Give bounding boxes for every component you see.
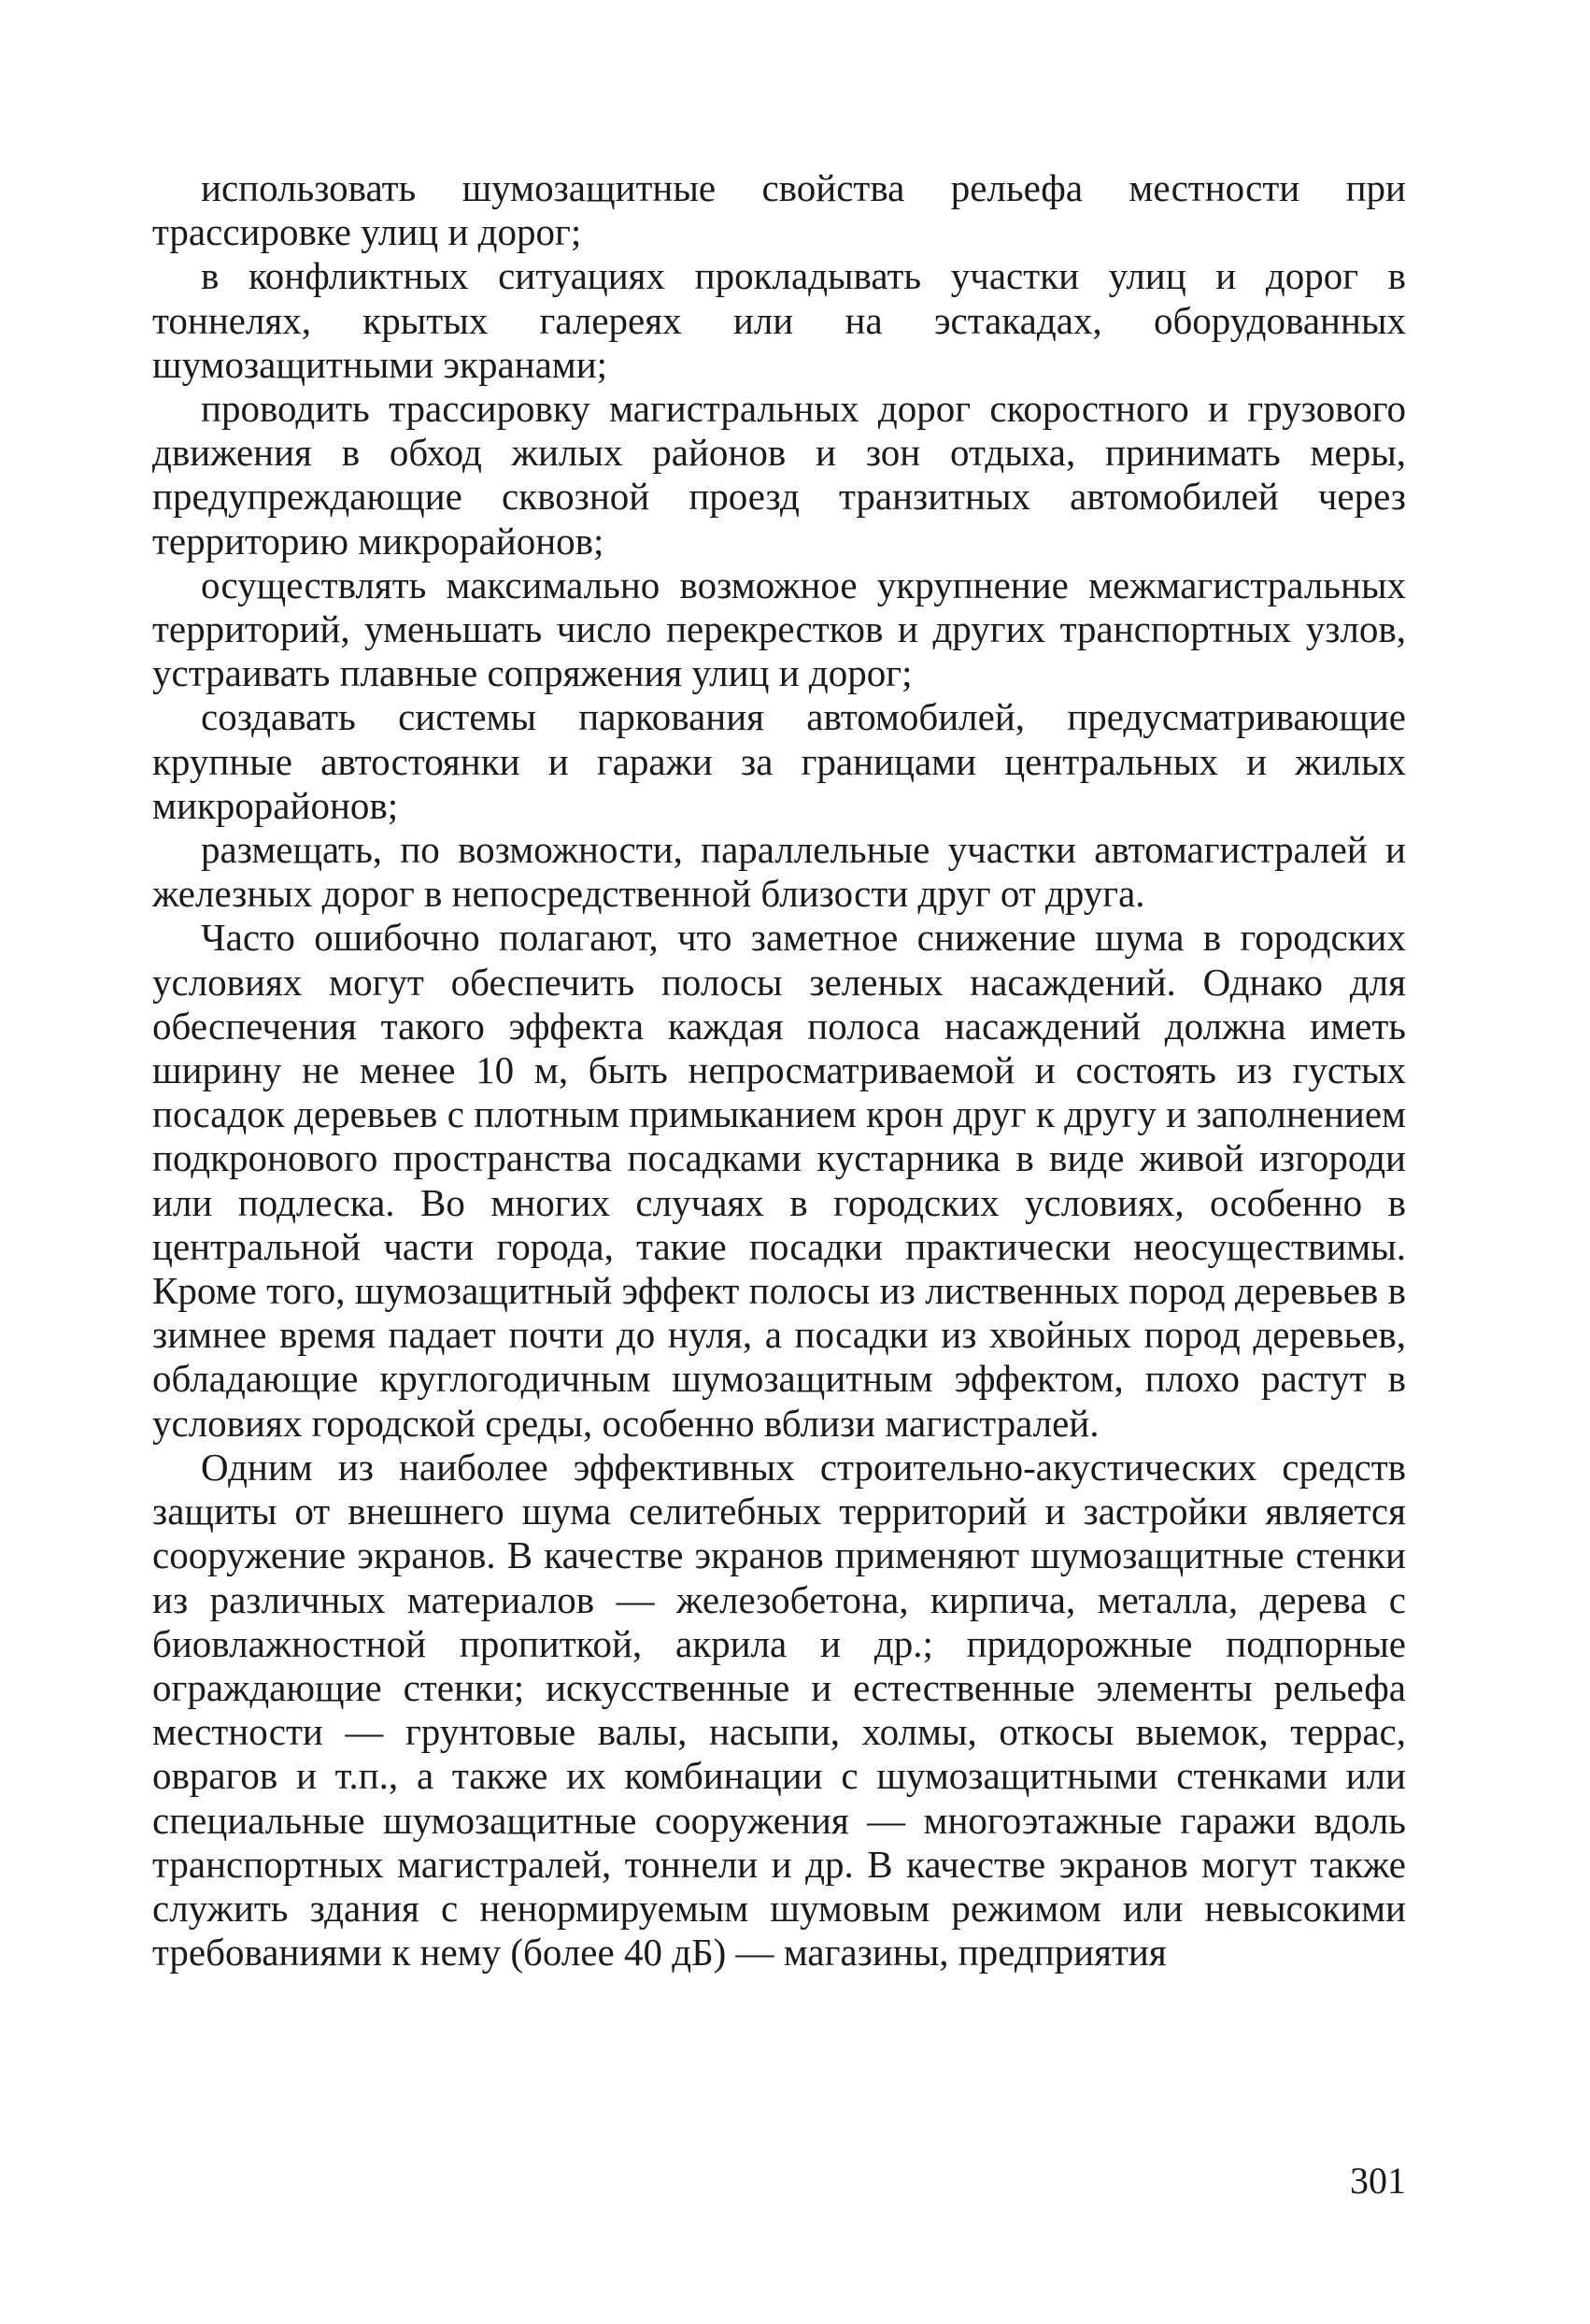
page-text — [152, 166, 1406, 1975]
paragraph: использовать шумозащитные свойства рельефа местности при трассировке улиц и дорог; — [152, 166, 1406, 254]
paragraph: размещать, по возможности, параллельные участки автомагистралей и железных дорог в непосредственной близости друг от друга. — [152, 828, 1406, 916]
paragraph: Часто ошибочно полагают, что заметное снижение шума в городских условиях могут обеспечить полосы зеленых насаждений. Однако для обеспечения такого эффекта каждая полоса насаждений должна иметь ширину не менее 10 м, быть непросматриваемой и состоять из густых посадок деревьев с плотным примыканием крон друг к другу и заполнением подкронового пространства посадками кустарника в виде живой изгороди или подлеска. Во многих случаях в городских условиях, особенно в центральной части города, такие посадки практически неосуществимы. Кроме того, шумозащитный эффект полосы из лиственных пород деревьев в зимнее время падает почти до нуля, а посадки из хвойных пород деревьев, обладающие круглогодичным шумозащитным эффектом, плохо растут в условиях городской среды, особенно вблизи магистралей. — [152, 916, 1406, 1445]
paragraph: в конфликтных ситуациях прокладывать участки улиц и дорог в тоннелях, крытых галереях или на эстакадах, оборудованных шумозащитными экранами; — [152, 254, 1406, 386]
paragraph: осуществлять максимально возможное укрупнение межмагистральных территорий, уменьшать число перекрестков и других транспортных узлов, устраивать плавные сопряжения улиц и дорог; — [152, 563, 1406, 695]
paragraph: создавать системы паркования автомобилей, предусматривающие крупные автостоянки и гаражи за границами центральных и жилых микрорайонов; — [152, 695, 1406, 827]
paragraph: проводить трассировку магистральных дорог скоростного и грузового движения в обход жилых районов и зон отдыха, принимать меры, предупреждающие сквозной проезд транзитных автомобилей через территорию микрорайонов; — [152, 387, 1406, 563]
paragraph: Одним из наиболее эффективных строительно-акустических средств защиты от внешнего шума селитебных территорий и застройки является сооружение экранов. В качестве экранов применяют шумозащитные стенки из различных материалов — железобетона, кирпича, металла, дерева с биовлажностной пропиткой, акрила и др.; придорожные подпорные ограждающие стенки; искусственные и естественные элементы рельефа местности — грунтовые валы, насыпи, холмы, откосы выемок, террас, оврагов и т.п., а также их комбинации с шумозащитными стенками или специальные шумозащитные сооружения — многоэтажные гаражи вдоль транспортных магистралей, тоннели и др. В качестве экранов могут также служить здания с ненормируемым шумовым режимом или невысокими требованиями к нему (более 40 дБ) — магазины, предприятия — [152, 1445, 1406, 1975]
page-number: 301 — [1350, 2160, 1406, 2202]
